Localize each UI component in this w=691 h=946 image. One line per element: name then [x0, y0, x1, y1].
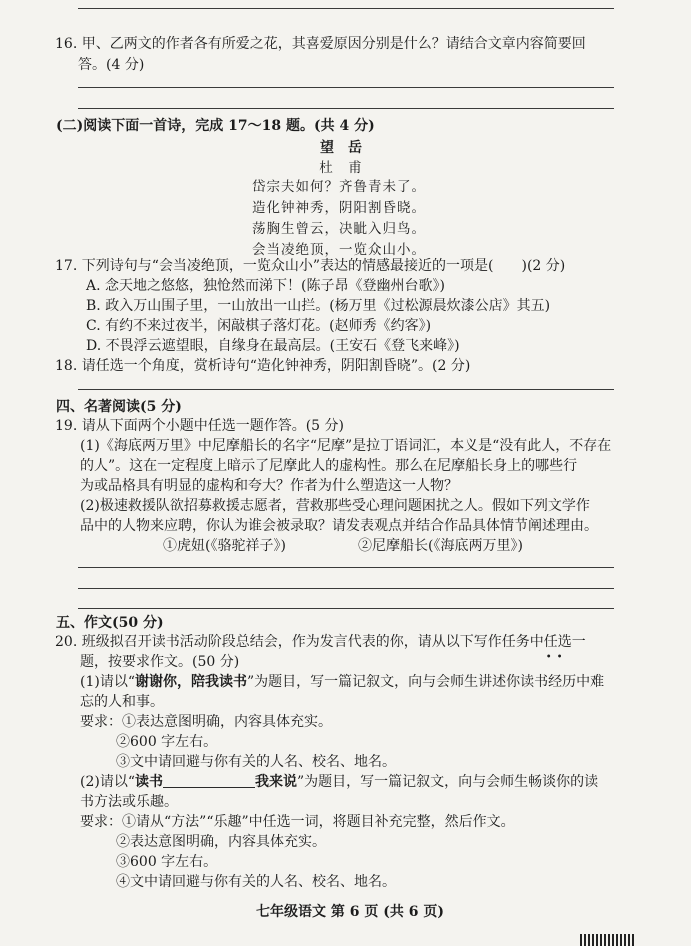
- emphasis-text: 任选 ••: [543, 634, 572, 663]
- requirement: ③文中请回避与你有关的人名、校名、地名。: [116, 754, 396, 770]
- requirement: ②600 字左右。: [116, 734, 218, 750]
- q17-option-b: B. 政入万山围子里，一山放出一山拦。(杨万里《过松源晨炊漆公店》其五): [86, 298, 551, 314]
- section-heading: 四、名著阅读(5 分): [56, 399, 182, 415]
- section-heading: (二)阅读下面一首诗，完成 17～18 题。(共 4 分): [56, 118, 375, 134]
- poem-line: 会当凌绝顶，一览众山小。: [252, 242, 426, 258]
- q17-option-c: C. 有约不来过夜半，闲敲棋子落灯花。(赵师秀《约客》): [86, 318, 432, 334]
- answer-line: [78, 389, 614, 390]
- requirement: ④文中请回避与你有关的人名、校名、地名。: [116, 874, 396, 890]
- answer-line: [78, 588, 614, 589]
- task2-title-start: 读书: [135, 774, 163, 790]
- task2-title-end: 我来说: [255, 774, 297, 790]
- answer-line: [78, 8, 614, 9]
- task1-title: 谢谢你，陪我读书: [135, 674, 247, 690]
- section-heading: 五、作文(50 分): [56, 615, 164, 631]
- q19-choice-2: ②尼摩船长(《海底两万里》): [358, 538, 523, 554]
- q19-stem: 19. 请从下面两个小题中任选一题作答。(5 分): [55, 418, 344, 434]
- poem-title: 望 岳: [320, 140, 362, 156]
- q20-line2: 题，按要求作文。(50 分): [80, 654, 240, 670]
- qr-code-icon: [580, 934, 636, 946]
- q20-text: 20. 班级拟召开读书活动阶段总结会，作为发言代表的你，请从以下写作任务中: [55, 634, 544, 650]
- answer-line: [78, 108, 614, 109]
- answer-line: [78, 608, 614, 609]
- poem-line: 岱宗夫如何？齐鲁青未了。: [252, 179, 426, 195]
- q19-choice-1: ①虎妞(《骆驼祥子》): [163, 538, 286, 554]
- q19-p1: 为或品格具有明显的虚构和夸大？作者为什么塑造这一人物？: [80, 478, 458, 494]
- poem-line: 造化钟神秀，阴阳割昏晓。: [252, 200, 426, 216]
- requirement: ②表达意图明确，内容具体充实。: [116, 834, 326, 850]
- task2-line2: 书方法或乐趣。: [80, 794, 178, 810]
- q20-text: 一: [571, 634, 586, 650]
- poem-author: 杜 甫: [319, 160, 363, 176]
- page-footer: 七年级语文 第 6 页 (共 6 页): [256, 904, 444, 920]
- poem-line: 荡胸生曾云，决眦入归鸟。: [252, 221, 426, 237]
- task2-line1: (2)请以“读书 我来说”为题目，写一篇记叙文，向与会师生畅谈你的读: [80, 774, 599, 790]
- q19-p1: 的人”。这在一定程度上暗示了尼摩此人的虚构性。那么在尼摩船长身上的哪些行: [80, 458, 578, 474]
- q17-option-d: D. 不畏浮云遮望眼，自缘身在最高层。(王安石《登飞来峰》): [86, 338, 460, 354]
- q18-stem: 18. 请任选一个角度，赏析诗句“造化钟神秀，阴阳割昏晓”。(2 分): [55, 358, 471, 374]
- answer-line: [78, 87, 614, 88]
- q16-line2: 答。(4 分): [78, 57, 145, 73]
- q19-p2: 品中的人物来应聘，你认为谁会被录取？请发表观点并结合作品具体情节阐述理由。: [80, 518, 598, 534]
- q17-option-a: A. 念天地之悠悠，独怆然而涕下！(陈子昂《登幽州台歌》): [86, 278, 445, 294]
- q19-p1: (1)《海底两万里》中尼摩船长的名字“尼摩”是拉丁语词汇，本义是“没有此人，不存在: [80, 438, 612, 454]
- q17-stem: 17. 下列诗句与“会当凌绝顶，一览众山小”表达的情感最接近的一项是( )(2 分): [55, 258, 566, 274]
- q19-p2: (2)极速救援队欲招募救援志愿者，营救那些受心理问题困扰之人。假如下列文学作: [80, 498, 590, 514]
- fill-blank: [163, 773, 255, 788]
- task1-line2: 忘的人和事。: [80, 694, 164, 710]
- requirement: 要求：①请从“方法”“乐趣”中任选一词，将题目补充完整，然后作文。: [80, 814, 515, 830]
- q16-line1: 16. 甲、乙两文的作者各有所爱之花，其喜爱原因分别是什么？请结合文章内容简要回: [55, 36, 586, 52]
- task1-line1: (1)请以“谢谢你，陪我读书”为题目，写一篇记叙文，向与会师生讲述你读书经历中难: [80, 674, 605, 690]
- answer-line: [78, 567, 614, 568]
- requirement: 要求：①表达意图明确，内容具体充实。: [80, 714, 332, 730]
- requirement: ③600 字左右。: [116, 854, 218, 870]
